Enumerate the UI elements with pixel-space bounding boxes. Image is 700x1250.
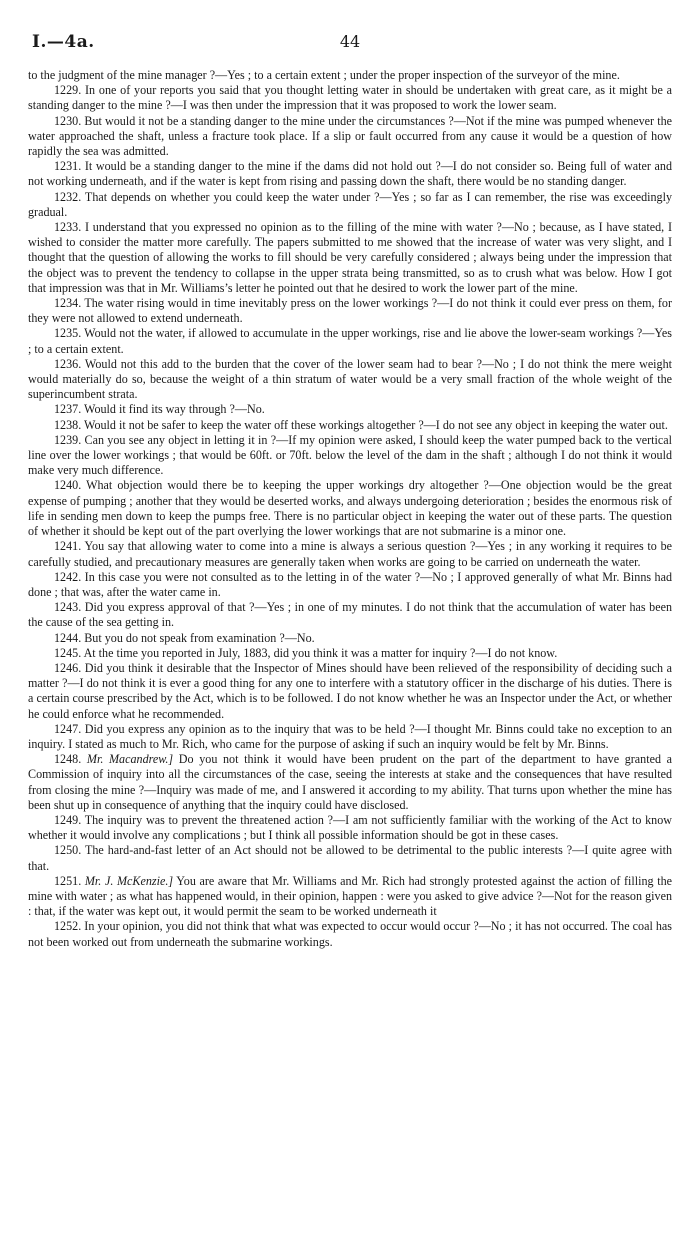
paragraph: 1244. But you do not speak from examination ?—No. (54, 630, 315, 645)
paragraph: 1246. Did you think it desirable that the Inspector of Mines should have been relieved of the responsibility of deciding such a matter ?—I do not think it is ever a good thing for any one to interfere with a statutory officer in the discharge of his duties. There is a certain course prescribed by the Act, which is to be followed. I do not know whether he was an Inspector under the Act, or whether he could enforce what he recommended. (28, 660, 672, 721)
document-body (28, 68, 672, 950)
paragraph: 1249. The inquiry was to prevent the threatened action ?—I am not sufficiently familiar with the working of the Act to know whether it would involve any complications ; but I think all possible information should be got in these cases. (28, 812, 672, 843)
paragraph: 1237. Would it find its way through ?—No. (54, 402, 265, 417)
paragraph: 1232. That depends on whether you could keep the water under ?—Yes ; so far as I can remember, the rise was exceedingly gradual. (28, 189, 672, 219)
paragraph: 1229. In one of your reports you said that you thought letting water in should be undertaken with great care, as it might be a standing danger to the mine ?—I was then under the impression that it was proposed to work the lower seam. (28, 83, 672, 113)
paragraph: 1230. But would it not be a standing danger to the mine under the circumstances ?—Not if the mine was pumped whenever the water approached the shaft, unless a fracture took place. If a slip or fault occurred from any cause it would be a question of how rapidly the sea was admitted. (28, 113, 672, 159)
paragraph: 1241. You say that allowing water to come into a mine is always a serious question ?—Yes ; in any working it requires to be carefully studied, and precautionary measures are generally taken when works are going to be carried on underneath the water. (28, 539, 672, 569)
document-reference: I.—4a. (32, 32, 95, 52)
page-number: 44 (339, 32, 361, 51)
paragraph: 1238. Would it not be safer to keep the water off these workings altogether ?—I do not see any object in keeping the water out. (54, 417, 668, 432)
paragraph: 1235. Would not the water, if allowed to accumulate in the upper workings, rise and lie above the lower-seam workings ?—Yes ; to a certain extent. (28, 326, 672, 356)
question-number: 1251. (54, 873, 82, 888)
speaker-label: Mr. J. McKenzie.] (84, 873, 174, 888)
paragraph: 1245. At the time you reported in July, 1883, did you think it was a matter for inquiry ?—I do not know. (54, 645, 558, 660)
paragraph: 1236. Would not this add to the burden that the cover of the lower seam had to bear ?—No ; I do not think the mere weight would materially do so, because the weight of a thin stratum of water would be a very small fraction of the whole weight of the superincumbent strata. (28, 356, 672, 402)
paragraph: 1233. I understand that you expressed no opinion as to the filling of the mine with water ?—No ; because, as I have stated, I wished to consider the matter more carefully. The papers submitted to me showed that the increase of water was very slight, and I thought that the question of allowing the works to fill should be very carefully considered ; always being under the impression that the object was to prevent the tendency to collapse in the upper strata being transmitted, so as to crush what was below. How I got that impression was that in Mr. Williams’s letter he pointed out that he desired to work the lower part of the mine. (28, 220, 672, 295)
paragraph: to the judgment of the mine manager ?—Yes ; to a certain extent ; under the proper inspection of the surveyor of the mine. (28, 68, 620, 82)
page-header (28, 28, 672, 68)
paragraph: 1243. Did you express approval of that ?—Yes ; in one of my minutes. I do not think that the accumulation of water has been the cause of the sea getting in. (28, 600, 672, 630)
paragraph: 1247. Did you express any opinion as to the inquiry that was to be held ?—I thought Mr. Binns could take no exception to an inquiry. I stated as much to Mr. Rich, who came for the purpose of asking if such an inquiry would be felt by Mr. Binns. (28, 721, 672, 751)
paragraph: 1248. Mr. Macandrew.] Do you not think it would have been prudent on the part of the department to have granted a Commission of inquiry into all the circumstances of the case, seeing the interests at stake and the consequences that have resulted from closing the mine ?—Inquiry was made of me, and I answered it according to my ability. That turns upon whether the mine has been shut up in consequence of anything that the inquiry could have disclosed. (28, 752, 673, 812)
paragraph: 1234. The water rising would in time inevitably press on the lower workings ?—I do not think it could ever press on them, for they were not allowed to extend underneath. (28, 296, 672, 326)
paragraph: 1242. In this case you were not consulted as to the letting in of the water ?—No ; I approved generally of what Mr. Binns had done ; that was, after the water came in. (28, 569, 672, 599)
speaker-label: Mr. Macandrew.] (86, 752, 174, 767)
paragraph: 1240. What objection would there be to keeping the upper workings dry altogether ?—One objection would be the great expense of pumping ; another that they would be deserted works, and always undergoing deterioration ; besides the enormous risk of life in sending men down to keep the pumps free. There is no particular object in keeping the water out of these parts. The question of whether it should be kept out of the part overlying the lower workings that are not submarine is a minor one. (28, 478, 672, 539)
paragraph: 1239. Can you see any object in letting it in ?—If my opinion were asked, I should keep the water pumped back to the vertical line over the lower workings ; that would be 60ft. or 70ft. below the level of the dam in the shaft ; although I do not think it would make very much difference. (28, 432, 672, 478)
paragraph: 1250. The hard-and-fast letter of an Act should not be allowed to be detrimental to the public interests ?—I quite agree with that. (28, 843, 672, 873)
paragraph: 1252. In your opinion, you did not think that what was expected to occur would occur ?—No ; it has not occurred. The coal has not been worked out from underneath the submarine workings. (28, 919, 672, 949)
paragraph: 1251. Mr. J. McKenzie.] You are aware that Mr. Williams and Mr. Rich had strongly protested against the action of filling the mine with water ; as what has happened would, in their opinion, happen : were you asked to give advice ?—Not for the reason given : that, if the water was kept out, it would permit the seam to be worked underneath it (28, 873, 672, 919)
question-number: 1248. (54, 752, 82, 767)
paragraph: 1231. It would be a standing danger to the mine if the dams did not hold out ?—I do not consider so. Being full of water and not working underneath, and if the water is kept from rising and passing down the shaft, there would be no standing danger. (28, 159, 672, 189)
